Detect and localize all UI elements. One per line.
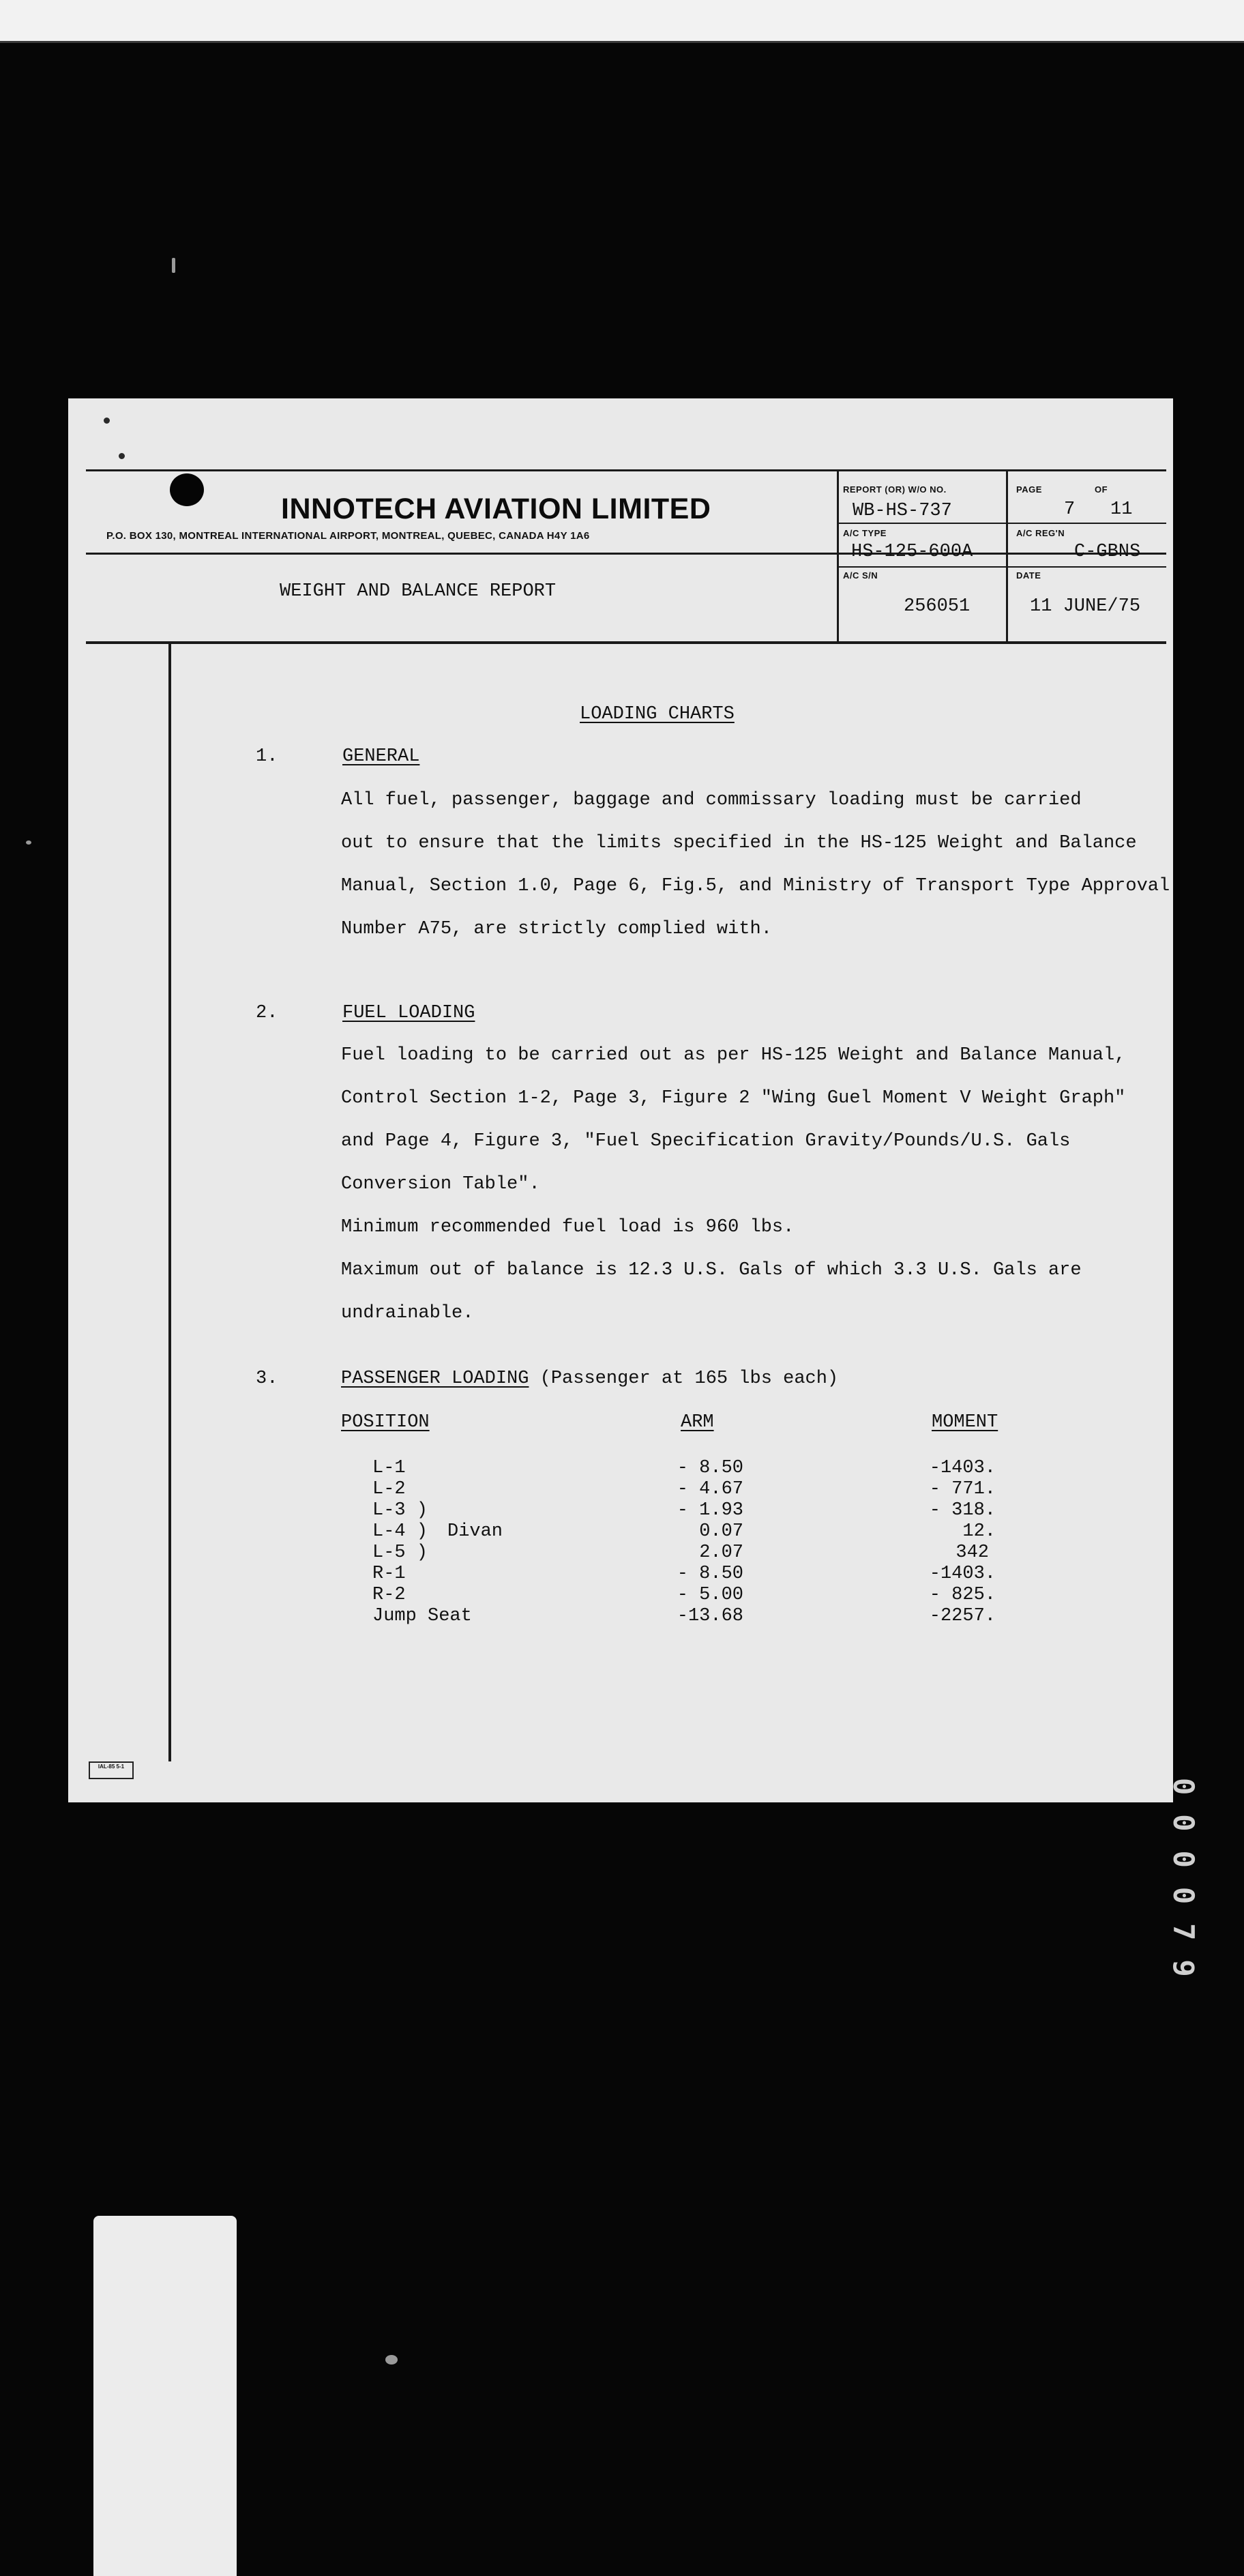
moment-cell: 12.: [962, 1521, 996, 1542]
section-number: 1.: [256, 746, 278, 767]
arm-cell: - 8.50: [677, 1458, 743, 1478]
position-cell: L-3 ): [372, 1500, 428, 1521]
of-label: OF: [1095, 484, 1108, 495]
position-cell: L-1: [372, 1458, 406, 1478]
moment-cell: -2257.: [929, 1606, 996, 1626]
paragraph-line: Minimum recommended fuel load is 960 lbs.: [341, 1217, 795, 1238]
paragraph-line: Conversion Table".: [341, 1174, 540, 1195]
aircraft-serial-label: A/C S/N: [843, 570, 878, 581]
aircraft-registration-value: C-GBNS: [1074, 542, 1141, 562]
divan-label: Divan: [447, 1521, 503, 1542]
fields-row-rule: [837, 566, 1166, 568]
arm-cell: -13.68: [677, 1606, 743, 1626]
header-bottom-rule: [86, 641, 1166, 644]
report-number-value: WB-HS-737: [853, 501, 952, 521]
moment-cell: - 771.: [929, 1479, 996, 1499]
position-cell: L-5 ): [372, 1542, 428, 1563]
arm-cell: 2.07: [699, 1542, 743, 1563]
fields-inner-divider: [1006, 469, 1008, 643]
position-cell: R-1: [372, 1564, 406, 1584]
aircraft-registration-label: A/C REG'N: [1016, 528, 1065, 538]
paragraph-line: All fuel, passenger, baggage and commissary loading must be carried: [341, 790, 1082, 810]
aircraft-type-value: HS-125-600A: [851, 542, 973, 562]
column-header-arm: ARM: [681, 1412, 714, 1433]
document-title: LOADING CHARTS: [580, 704, 735, 724]
film-speck: [26, 840, 31, 845]
company-name: INNOTECH AVIATION LIMITED: [281, 493, 711, 525]
paragraph-line: Fuel loading to be carried out as per HS-125 Weight and Balance Manual,: [341, 1045, 1126, 1066]
paragraph-line: and Page 4, Figure 3, "Fuel Specification Gravity/Pounds/U.S. Gals: [341, 1131, 1071, 1152]
passenger-loading-heading: PASSENGER LOADING: [341, 1368, 529, 1389]
film-strip-line: [0, 41, 1244, 43]
section-number: 3.: [256, 1368, 278, 1389]
aircraft-serial-value: 256051: [904, 596, 971, 617]
header-middle-rule: [86, 553, 1166, 555]
arm-cell: - 4.67: [677, 1479, 743, 1499]
moment-cell: -1403.: [929, 1564, 996, 1584]
column-header-moment: MOMENT: [932, 1412, 998, 1433]
company-address: P.O. BOX 130, MONTREAL INTERNATIONAL AIRPORT, MONTREAL, QUEBEC, CANADA H4Y 1A6: [106, 530, 590, 542]
date-value: 11 JUNE/75: [1030, 596, 1141, 617]
paragraph-line: undrainable.: [341, 1303, 474, 1323]
paragraph-line: Manual, Section 1.0, Page 6, Fig.5, and Ministry of Transport Type Approval: [341, 876, 1170, 896]
paragraph-line: Number A75, are strictly complied with.: [341, 919, 772, 939]
position-cell: L-2: [372, 1479, 406, 1499]
logo-dot: [170, 473, 204, 506]
moment-cell: -1403.: [929, 1458, 996, 1478]
moment-cell: - 318.: [929, 1500, 996, 1521]
paragraph-line: out to ensure that the limits specified in the HS-125 Weight and Balance: [341, 833, 1137, 853]
section-number: 2.: [256, 1003, 278, 1023]
form-code-stamp: IAL-85 5-1: [89, 1761, 134, 1779]
report-number-label: REPORT (OR) W/O NO.: [843, 484, 947, 495]
fields-divider: [837, 469, 839, 643]
punch-mark: [104, 418, 110, 424]
film-strip-edge: [0, 0, 1244, 41]
punch-mark: [119, 453, 125, 459]
arm-cell: 0.07: [699, 1521, 743, 1542]
header-top-rule: [86, 469, 1166, 471]
paragraph-line: Maximum out of balance is 12.3 U.S. Gals of which 3.3 U.S. Gals are: [341, 1260, 1082, 1280]
report-title: WEIGHT AND BALANCE REPORT: [280, 581, 557, 602]
column-header-position: POSITION: [341, 1412, 430, 1433]
position-cell: Jump Seat: [372, 1606, 472, 1626]
page-total-value: 11: [1110, 499, 1133, 520]
document-page: [68, 398, 1173, 1802]
moment-cell: - 825.: [929, 1585, 996, 1605]
section-heading-fuel-loading: FUEL LOADING: [342, 1003, 475, 1023]
film-leader-block: [93, 2216, 237, 2576]
page-label: PAGE: [1016, 484, 1042, 495]
frame-number-text: 000079: [1167, 1778, 1200, 1996]
position-cell: L-4 ): [372, 1521, 428, 1542]
arm-cell: - 8.50: [677, 1564, 743, 1584]
aircraft-type-label: A/C TYPE: [843, 528, 887, 538]
page-value: 7: [1064, 499, 1076, 520]
passenger-weight-note: (Passenger at 165 lbs each): [539, 1368, 839, 1389]
moment-cell: 342: [956, 1542, 989, 1563]
frame-number: [1168, 1778, 1209, 2023]
section-heading-passenger-loading: [341, 1368, 838, 1389]
position-cell: R-2: [372, 1585, 406, 1605]
date-label: DATE: [1016, 570, 1041, 581]
film-speck: [385, 2355, 398, 2365]
left-margin-rule: [168, 643, 171, 1761]
section-heading-general: GENERAL: [342, 746, 420, 767]
paragraph-line: Control Section 1-2, Page 3, Figure 2 "Wing Guel Moment V Weight Graph": [341, 1088, 1126, 1109]
fields-row-rule: [837, 523, 1166, 524]
arm-cell: - 5.00: [677, 1585, 743, 1605]
film-speck: [172, 258, 175, 273]
arm-cell: - 1.93: [677, 1500, 743, 1521]
